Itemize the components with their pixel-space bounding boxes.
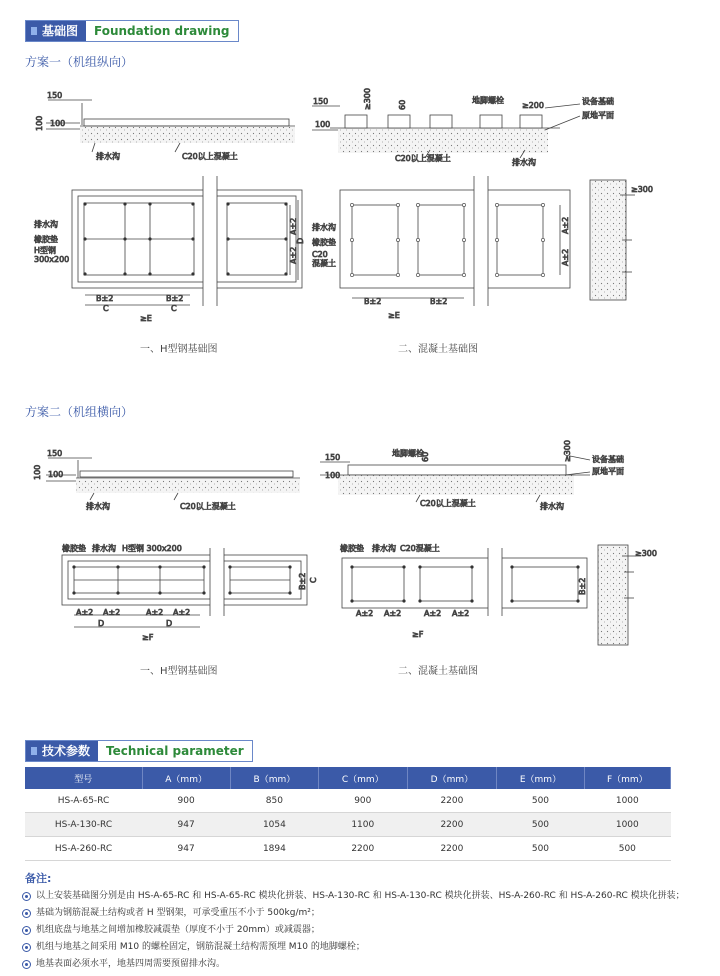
s1-drain-top: 排水沟 bbox=[96, 152, 120, 161]
table-row bbox=[25, 789, 671, 813]
table-cell: 1100 bbox=[319, 813, 408, 837]
table-cell: 947 bbox=[142, 837, 230, 861]
table-cell: 500 bbox=[497, 837, 584, 861]
s2-dim-150: 150 bbox=[47, 449, 63, 458]
s2r-a2: A±2 bbox=[384, 609, 402, 618]
note-text: 机组与地基之间采用 M10 的螺栓固定，钢筋混凝土结构需预埋 M10 的地脚螺栓； bbox=[36, 942, 365, 952]
s1r-c20b: 混凝土 bbox=[312, 259, 336, 268]
note-item bbox=[22, 888, 685, 905]
s2-f: ≥F bbox=[142, 633, 154, 642]
s2-caption-left: 一、H型钢基础图 bbox=[140, 666, 218, 677]
s2-drain: 排水沟 bbox=[86, 502, 110, 511]
s1-wall-dim: ≥300 bbox=[631, 185, 653, 194]
s2-section-left bbox=[46, 458, 300, 500]
table-cell: 1894 bbox=[230, 837, 318, 861]
s2r-dim-300: ≥300 bbox=[563, 440, 572, 462]
s2r-bpm: B±2 bbox=[578, 577, 587, 595]
note-item bbox=[22, 956, 685, 973]
s2-section-right bbox=[320, 455, 590, 502]
table-cell: 1000 bbox=[584, 789, 670, 813]
s2-d1: D bbox=[98, 619, 105, 628]
note-item bbox=[22, 905, 685, 922]
table-header: B（mm） bbox=[230, 767, 318, 789]
s1r-dim-200: ≥200 bbox=[522, 101, 544, 110]
table-cell: 2200 bbox=[407, 837, 497, 861]
s2-a2: A±2 bbox=[103, 608, 121, 617]
table-cell: 1054 bbox=[230, 813, 318, 837]
table-cell: 900 bbox=[319, 789, 408, 813]
table-cell: HS-A-65-RC bbox=[25, 789, 142, 813]
table-header: 型号 bbox=[25, 767, 142, 789]
s2r-drain-plan: 排水沟 bbox=[372, 544, 396, 553]
notes-list bbox=[22, 888, 685, 973]
bullet-icon bbox=[22, 943, 31, 952]
table-header: C（mm） bbox=[319, 767, 408, 789]
s2r-dim-60: 60 bbox=[421, 451, 430, 462]
s2-left-h: H型钢 300x200 bbox=[122, 544, 182, 553]
s1-section-right bbox=[312, 104, 580, 158]
s1-dim-100b: 100 bbox=[50, 119, 66, 128]
table-cell: HS-A-260-RC bbox=[25, 837, 142, 861]
scheme2-title: 方案二（机组横向） bbox=[25, 405, 134, 419]
table-row bbox=[25, 837, 671, 861]
table-header: D（mm） bbox=[407, 767, 497, 789]
s1r-c20a: C20 bbox=[312, 250, 328, 259]
s1-e: ≥E bbox=[140, 314, 152, 323]
s2r-bolt: 地脚螺栓 bbox=[392, 449, 424, 458]
tech-table bbox=[25, 767, 671, 861]
s2-a4: A±2 bbox=[173, 608, 191, 617]
s1-section-left bbox=[46, 100, 295, 152]
s1-c1: C bbox=[103, 304, 109, 313]
s2r-a3: A±2 bbox=[424, 609, 442, 618]
s2-left-drain: 排水沟 bbox=[92, 544, 116, 553]
s2-concrete-plan bbox=[342, 548, 587, 616]
table-cell: 900 bbox=[142, 789, 230, 813]
note-item bbox=[22, 922, 685, 939]
table-cell: 2200 bbox=[319, 837, 408, 861]
s1r-rubber-plan: 橡胶垫 bbox=[312, 238, 336, 247]
s2r-concrete: C20以上混凝土 bbox=[420, 499, 476, 508]
foundation-header-cn: 基础图 bbox=[26, 21, 86, 41]
s1r-dim-100: 100 bbox=[315, 120, 331, 129]
s1r-dim-60: 60 bbox=[398, 99, 407, 110]
s1r-bolt: 地脚螺栓 bbox=[472, 96, 504, 105]
s1r-apm1: A±2 bbox=[561, 216, 570, 234]
s2-wall-dim: ≥300 bbox=[635, 549, 657, 558]
s1-wall-detail bbox=[590, 180, 635, 300]
table-cell: 2200 bbox=[407, 813, 497, 837]
s2-a3: A±2 bbox=[146, 608, 164, 617]
s2-c: C bbox=[309, 577, 318, 583]
table-row bbox=[25, 813, 671, 837]
s1-concrete-top: C20以上混凝土 bbox=[182, 152, 238, 161]
s2r-rubber: 橡胶垫 bbox=[340, 544, 364, 553]
s1r-bpm2: B±2 bbox=[430, 297, 448, 306]
s2r-a1: A±2 bbox=[356, 609, 374, 618]
s2-wall-detail bbox=[598, 545, 636, 645]
table-header: F（mm） bbox=[584, 767, 670, 789]
s1r-dim-300: ≥300 bbox=[363, 88, 372, 110]
s2r-f: ≥F bbox=[412, 630, 424, 639]
scheme1-title: 方案一（机组纵向） bbox=[25, 55, 134, 69]
table-cell: 2200 bbox=[407, 789, 497, 813]
s2-concrete-dots bbox=[350, 565, 579, 602]
s2r-dim-100: 100 bbox=[325, 471, 341, 480]
s2r-a4: A±2 bbox=[452, 609, 470, 618]
s1-concrete-bolts bbox=[350, 203, 544, 276]
table-header: E（mm） bbox=[497, 767, 584, 789]
note-text: 以上安装基础图分别是由 HS-A-65-RC 和 HS-A-65-RC 模块化拼装、HS-A-130-RC 和 HS-A-130-RC 模块化拼装、HS-A-260-RC 和 HS-A-260-RC 模块化拼装； bbox=[36, 891, 685, 901]
s1r-e: ≥E bbox=[388, 311, 400, 320]
s2-d2: D bbox=[166, 619, 173, 628]
bullet-icon bbox=[22, 960, 31, 969]
s1r-concrete: C20以上混凝土 bbox=[395, 154, 451, 163]
s1-caption-left: 一、H型钢基础图 bbox=[140, 344, 218, 355]
note-text: 基础为钢筋混凝土结构或者 H 型钢架，可承受重压不小于 500kg/m²； bbox=[36, 908, 320, 918]
table-header-row bbox=[25, 767, 671, 789]
s2r-equip-base: 设备基础 bbox=[592, 455, 624, 464]
bullet-icon bbox=[22, 892, 31, 901]
bullet-icon bbox=[22, 909, 31, 918]
table-cell: HS-A-130-RC bbox=[25, 813, 142, 837]
s1r-bpm1: B±2 bbox=[364, 297, 382, 306]
s1-concrete-plan bbox=[340, 176, 570, 306]
s1-hsteel-plan bbox=[72, 176, 302, 306]
s2-left-rubber: 橡胶垫 bbox=[62, 544, 86, 553]
s1-dim-150: 150 bbox=[47, 91, 63, 100]
s1r-equip-base: 设备基础 bbox=[582, 97, 614, 106]
s1-apm: A±2 bbox=[289, 217, 298, 235]
s1-dim-100a: 100 bbox=[35, 115, 44, 131]
s1r-drain-plan: 排水沟 bbox=[312, 223, 336, 232]
table-header: A（mm） bbox=[142, 767, 230, 789]
s1r-floor: 原地平面 bbox=[582, 111, 614, 120]
foundation-header-en: Foundation drawing bbox=[86, 21, 237, 41]
s2r-dim-150: 150 bbox=[325, 453, 341, 462]
s1-bpm1: B±2 bbox=[96, 294, 114, 303]
s1-d: D bbox=[296, 237, 305, 244]
s2-dim-100b: 100 bbox=[48, 470, 64, 479]
s2-caption-right: 二、混凝土基础图 bbox=[398, 666, 478, 677]
table-cell: 850 bbox=[230, 789, 318, 813]
s2-bpm: B±2 bbox=[298, 572, 307, 590]
s1-c2: C bbox=[171, 304, 177, 313]
table-cell: 500 bbox=[497, 789, 584, 813]
s2-concrete: C20以上混凝土 bbox=[180, 502, 236, 511]
tech-header bbox=[25, 740, 253, 762]
s1-left-h1: H型钢 bbox=[34, 246, 57, 255]
s2r-c20: C20混凝土 bbox=[400, 544, 440, 553]
s1-left-drain: 排水沟 bbox=[34, 220, 58, 229]
note-text: 机组底盘与地基之间增加橡胶减震垫（厚度不小于 20mm）或减震器； bbox=[36, 925, 320, 935]
tech-header-en: Technical parameter bbox=[98, 741, 252, 761]
table-cell: 947 bbox=[142, 813, 230, 837]
notes-title: 备注: bbox=[25, 872, 52, 885]
table-cell: 500 bbox=[584, 837, 670, 861]
s2r-floor: 原地平面 bbox=[592, 467, 624, 476]
s1-left-h2: 300x200 bbox=[34, 255, 70, 264]
s1-bpm2: B±2 bbox=[166, 294, 184, 303]
s1r-drain: 排水沟 bbox=[512, 158, 536, 167]
s1-caption-right: 二、混凝土基础图 bbox=[398, 344, 478, 355]
s1r-dim-150: 150 bbox=[313, 97, 329, 106]
s2-a1: A±2 bbox=[76, 608, 94, 617]
s2-dim-100a: 100 bbox=[33, 464, 42, 480]
bullet-icon bbox=[22, 926, 31, 935]
s1-left-rubber: 橡胶垫 bbox=[34, 235, 58, 244]
s1-apm2: A±2 bbox=[289, 246, 298, 264]
table-cell: 500 bbox=[497, 813, 584, 837]
s2r-drain: 排水沟 bbox=[540, 502, 564, 511]
table-cell: 1000 bbox=[584, 813, 670, 837]
tech-header-cn: 技术参数 bbox=[26, 741, 98, 761]
note-item bbox=[22, 939, 685, 956]
s1r-apm2: A±2 bbox=[561, 248, 570, 266]
note-text: 地基表面必须水平，地基四周需要预留排水沟。 bbox=[36, 959, 226, 969]
